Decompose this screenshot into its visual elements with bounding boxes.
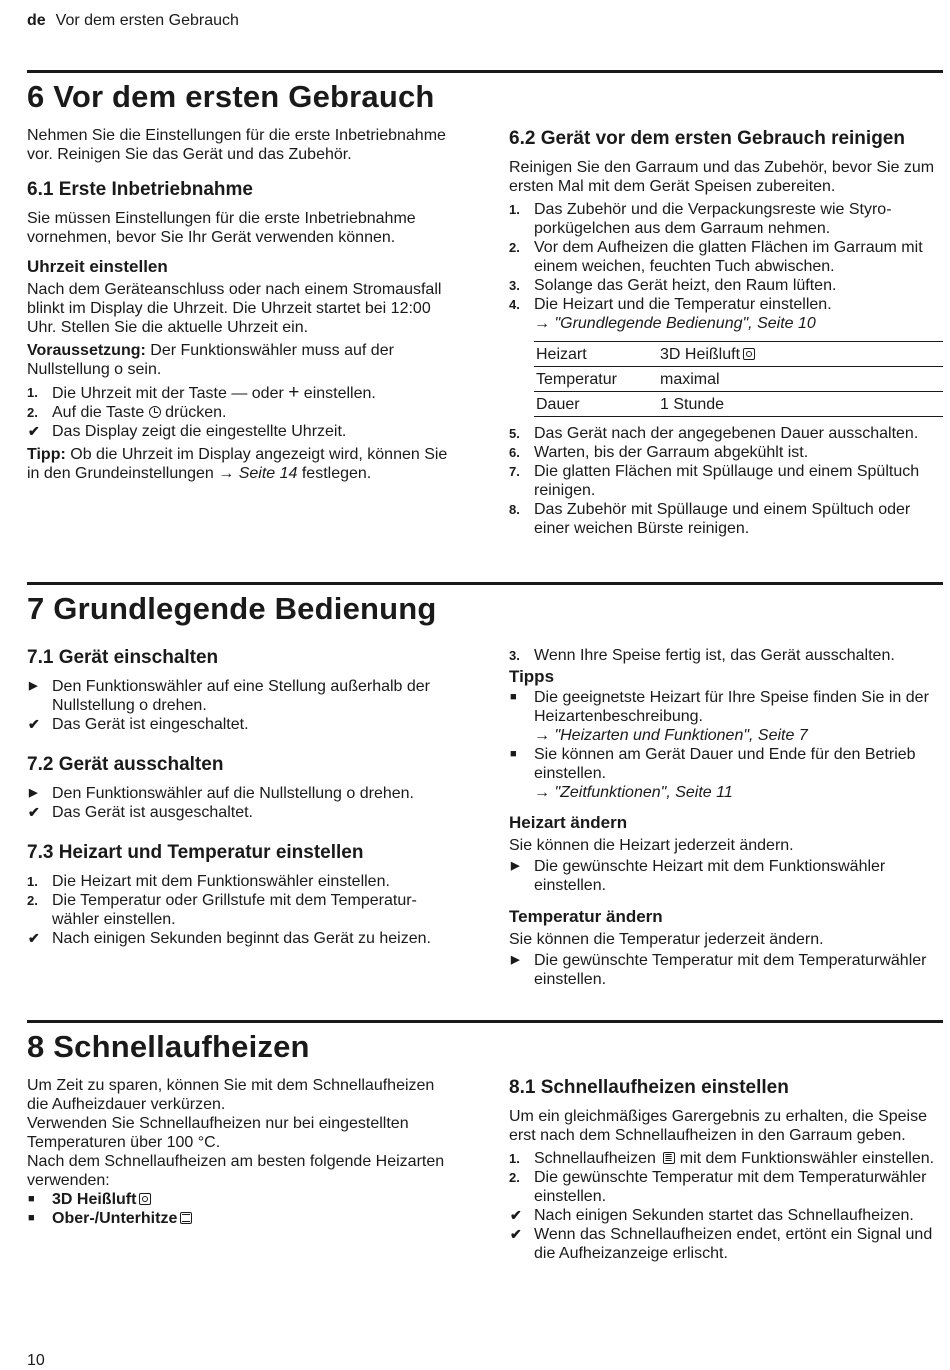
list-item: ▶ Den Funktionswähler auf die Nullstellung o drehen.: [29, 785, 414, 802]
section-6-2-title: 6.2 Gerät vor dem ersten Gebrauch reinigen: [509, 128, 905, 149]
page-number: 10: [27, 1352, 45, 1369]
cleaning-steps: [509, 200, 943, 333]
heating-steps: [27, 872, 457, 948]
list-item: 3. Wenn Ihre Speise fertig ist, das Gerät ausschalten.: [509, 647, 895, 664]
chapter-6-left-column: [27, 126, 457, 487]
section-6-1-text: Sie müssen Einstellungen für die erste Inbetriebnahme vornehmen, bevor Sie Ihr Gerät verwenden können.: [27, 210, 416, 246]
prerequisite-label: Voraussetzung:: [27, 342, 146, 359]
list-item: ✔ Das Display zeigt die eingestellte Uhrzeit.: [28, 423, 347, 440]
subheading-temperatur: Temperatur ändern: [509, 907, 663, 926]
3d-hot-air-icon: [743, 348, 755, 360]
prerequisite: [27, 341, 457, 379]
section-6-2-text: Reinigen Sie den Garraum und das Zubehör, bevor Sie zum ersten Mal mit dem Gerät Speisen zubereiten.: [509, 159, 935, 195]
section-6-1-title: 6.1 Erste Inbetriebnahme: [27, 179, 253, 200]
settings-table: [534, 341, 943, 417]
heizart-text: Sie können die Heizart jederzeit ändern.: [509, 837, 794, 854]
action-arrow-icon: ▶: [511, 954, 520, 966]
section-7-1-title: 7.1 Gerät einschalten: [27, 647, 219, 668]
list-item: ✔ Nach einigen Sekunden beginnt das Gerät zu heizen.: [28, 930, 431, 947]
uhrzeit-text: Nach dem Geräteanschluss oder nach einem Stromausfall blinkt im Display die Uhrzeit. Die Uhrzeit startet bei 12:00 Uhr. Stellen Sie die aktuelle Uhrzeit ein.: [27, 281, 442, 336]
top-bottom-heat-icon: [180, 1212, 192, 1224]
action-arrow-icon: ▶: [29, 680, 38, 692]
3d-hot-air-icon: [139, 1193, 151, 1205]
chapter-8-left-column: [27, 1076, 457, 1230]
list-item: 1. Das Zubehör und die Verpackungsreste wie Styroporkügelchen aus dem Garraum nehmen.: [509, 201, 892, 237]
page-reference-link[interactable]: → Seite 14: [218, 465, 298, 482]
chapter-8-title: 8 Schnellaufheizen: [27, 1029, 310, 1064]
switch-off-list: [27, 784, 457, 822]
fast-preheat-steps: [509, 1149, 943, 1263]
section-7-3-title: 7.3 Heizart und Temperatur einstellen: [27, 842, 364, 863]
section-7-2-title: 7.2 Gerät ausschalten: [27, 754, 224, 775]
list-item: 5. Das Gerät nach der angegebenen Dauer ausschalten.: [509, 425, 919, 442]
list-item: ▶ Den Funktionswähler auf eine Stellung außerhalb der Nullstellung o drehen.: [29, 678, 431, 714]
list-item: 2. Die Temperatur oder Grillstufe mit dem Temperaturwähler einstellen.: [27, 892, 417, 928]
bullet-square-icon: ■: [28, 1212, 35, 1224]
list-item: ■ Sie können am Gerät Dauer und Ende für den Betrieb einstellen. → "Zeitfunktionen", Seite 11: [510, 746, 916, 801]
action-arrow-icon: ▶: [511, 860, 520, 872]
list-item: 2. Auf die Taste drücken.: [27, 404, 227, 421]
list-item: ✔ Wenn das Schnellaufheizen endet, ertönt ein Signal und die Aufheizanzeige erlischt.: [510, 1226, 933, 1262]
bullet-square-icon: ■: [510, 691, 517, 703]
list-item: ✔ Nach einigen Sekunden startet das Schnellaufheizen.: [510, 1207, 914, 1224]
list-item: 1. Die Uhrzeit mit der Taste — oder + einstellen.: [27, 382, 376, 403]
action-arrow-icon: ▶: [29, 787, 38, 799]
cross-reference-link[interactable]: → "Grundlegende Bedienung", Seite 10: [534, 315, 816, 332]
list-item: ■ Ober-/Unterhitze: [27, 1209, 457, 1228]
tip: Tipp: Ob die Uhrzeit im Display angezeigt wird, können Sie in den Grundeinstellungen → Seite 14 festlegen.: [27, 446, 448, 482]
check-icon: ✔: [28, 716, 40, 732]
subheading-uhrzeit: Uhrzeit einstellen: [27, 257, 168, 276]
check-icon: ✔: [510, 1226, 522, 1242]
chapter-8-right-column: [509, 1077, 943, 1265]
section-8-1-title: 8.1 Schnellaufheizen einstellen: [509, 1077, 789, 1098]
list-item: 7. Die glatten Flächen mit Spüllauge und einem Spültuch reinigen.: [509, 463, 920, 499]
check-icon: ✔: [28, 423, 40, 439]
check-icon: ✔: [510, 1207, 522, 1223]
list-item: ▶ Die gewünschte Temperatur mit dem Temperaturwähler einstellen.: [511, 952, 927, 988]
list-item: 8. Das Zubehör mit Spüllauge und einem Spültuch oder einer weichen Bürste reinigen.: [509, 501, 911, 537]
list-item: ✔ Das Gerät ist ausgeschaltet.: [28, 804, 253, 821]
tips-title: Tipps: [509, 667, 555, 686]
subheading-heizart: Heizart ändern: [509, 813, 628, 832]
uhrzeit-steps: [27, 383, 457, 441]
temperatur-text: Sie können die Temperatur jederzeit ändern.: [509, 931, 824, 948]
minus-key-icon: —: [231, 385, 248, 402]
list-item: ✔ Das Gerät ist eingeschaltet.: [28, 716, 249, 733]
clock-icon: [149, 406, 161, 418]
list-item: ■ Die geeignetste Heizart für Ihre Speise finden Sie in der Heizartenbeschreibung. → "Heizarten und Funktionen", Seite 7: [510, 689, 929, 744]
chapter-7-left-column: [27, 647, 457, 950]
chapter-8-paragraph: Nach dem Schnellaufheizen am besten folgende Heizarten verwenden:: [27, 1153, 445, 1189]
language-code: de: [27, 12, 46, 29]
chapter-8-heading: [27, 1020, 943, 1065]
chapter-6-intro: Nehmen Sie die Einstellungen für die erste Inbetriebnahme vor. Reinigen Sie das Gerät und das Zubehör.: [27, 127, 446, 163]
list-item: 1. Schnellaufheizen ≣ mit dem Funktionswähler einstellen.: [509, 1149, 943, 1168]
table-row: Heizart 3D Heißluft: [534, 342, 943, 367]
list-item: 2. Die gewünschte Temperatur mit dem Temperaturwähler einstellen.: [509, 1169, 927, 1205]
list-item: 3. Solange das Gerät heizt, den Raum lüften.: [509, 277, 837, 294]
bullet-square-icon: ■: [28, 1193, 35, 1205]
chapter-8-paragraph: Um Zeit zu sparen, können Sie mit dem Schnellaufheizen die Aufheizdauer verkürzen.: [27, 1077, 435, 1113]
check-icon: ✔: [28, 930, 40, 946]
chapter-7-right-column: [509, 646, 943, 991]
temperatur-list: [509, 951, 943, 989]
prerequisite-text: Der Funktionswähler muss auf der Nullstellung o sein.: [27, 342, 394, 378]
fast-preheat-icon: [663, 1152, 675, 1164]
running-header: [27, 11, 239, 30]
chapter-6-heading: [27, 70, 943, 115]
cleaning-steps-continued: [509, 424, 943, 538]
heating-modes-list: [27, 1190, 457, 1228]
list-item: 1. Die Heizart mit dem Funktionswähler einstellen.: [27, 873, 390, 890]
table-row: Temperatur maximal: [534, 367, 943, 392]
cross-reference-link[interactable]: → "Heizarten und Funktionen", Seite 7: [534, 727, 808, 744]
list-item: 4. Die Heizart und die Temperatur einstellen. → "Grundlegende Bedienung", Seite 10: [509, 296, 832, 332]
table-row: Dauer 1 Stunde: [534, 392, 943, 417]
list-item: ▶ Die gewünschte Heizart mit dem Funktionswähler einstellen.: [511, 858, 886, 894]
list-item: 2. Vor dem Aufheizen die glatten Flächen im Garraum mit einem weichen, feuchten Tuch abwischen.: [509, 239, 923, 275]
check-icon: ✔: [28, 804, 40, 820]
bullet-square-icon: ■: [510, 748, 517, 760]
tips-list: [509, 688, 943, 802]
list-item: 6. Warten, bis der Garraum abgekühlt ist.: [509, 444, 809, 461]
running-header-title: Vor dem ersten Gebrauch: [55, 12, 239, 29]
heizart-list: [509, 857, 943, 895]
heating-steps-continued: [509, 646, 943, 665]
chapter-6-right-column: [509, 128, 943, 540]
chapter-7-title: 7 Grundlegende Bedienung: [27, 591, 437, 626]
plus-key-icon: +: [288, 382, 300, 403]
cross-reference-link[interactable]: → "Zeitfunktionen", Seite 11: [534, 784, 733, 801]
chapter-7-heading: [27, 582, 943, 627]
section-8-1-text: Um ein gleichmäßiges Garergebnis zu erhalten, die Speise erst nach dem Schnellaufheizen in den Garraum geben.: [509, 1108, 927, 1144]
chapter-6-title: 6 Vor dem ersten Gebrauch: [27, 79, 435, 114]
list-item: ■ 3D Heißluft: [27, 1190, 457, 1209]
chapter-8-paragraph: Verwenden Sie Schnellaufheizen nur bei eingestellten Temperaturen über 100 °C.: [27, 1115, 409, 1151]
tip-label: Tipp:: [27, 446, 66, 463]
switch-on-list: [27, 677, 457, 734]
